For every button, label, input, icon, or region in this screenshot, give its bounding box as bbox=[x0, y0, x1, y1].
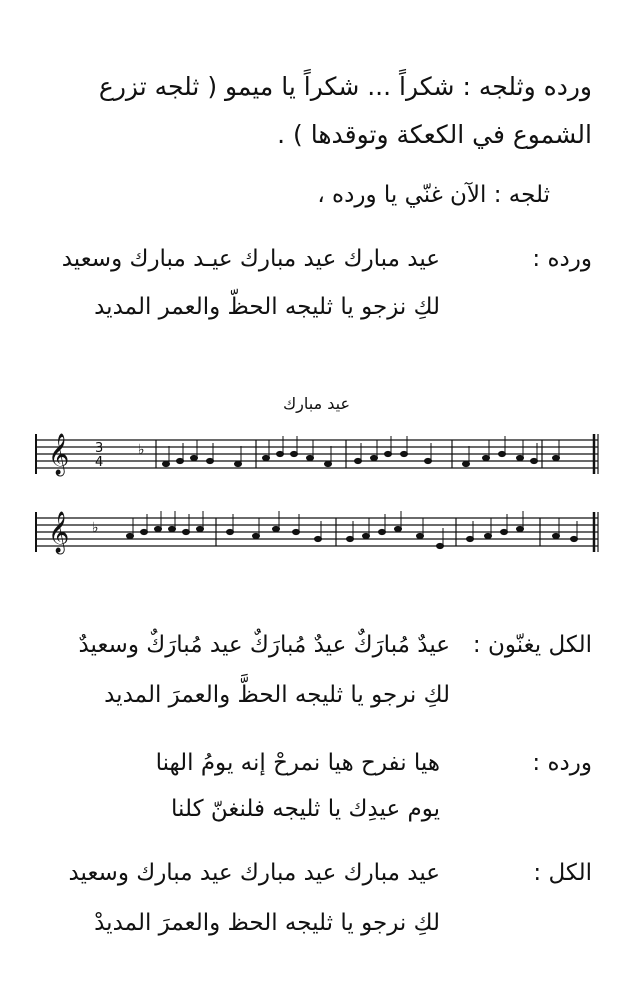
treble-clef-icon: 𝄞 bbox=[48, 512, 70, 553]
music-staff-2 bbox=[0, 498, 640, 568]
song-title: عيد مبارك bbox=[282, 394, 350, 413]
verse-3-line-2: يوم عيدِك يا ثليجه فلنغنّ كلنا bbox=[171, 796, 440, 822]
stage-direction-line-1: ورده وثلجه : شكراً ... شكراً يا ميمو ( ثلجه تزرع bbox=[98, 72, 592, 101]
verse-2-line-1: عيدٌ مُبارَكٌ عيدٌ مُبارَكٌ عيد مُبارَكٌ وسعيدٌ bbox=[78, 632, 450, 658]
verse-1-line-2: لكِ نزجو يا ثليجه الحظّ والعمر المديد bbox=[94, 294, 440, 320]
flat-sign-icon: ♭ bbox=[92, 520, 99, 536]
speaker-all: الكل : bbox=[533, 860, 592, 886]
verse-1-line-1: عيد مبارك عيد مبارك عيـد مبارك وسعيد bbox=[61, 246, 440, 272]
stage-direction-line-2: الشموع في الكعكة وتوقدها ) . bbox=[277, 120, 592, 149]
treble-clef-icon: 𝄞 bbox=[48, 434, 70, 475]
verse-4-line-2: لكِ نرجو يا ثليجه الحظ والعمرَ المديدْ bbox=[94, 910, 440, 936]
thalja-line: ثلجه : الآن غنّي يا ورده ، bbox=[317, 182, 550, 208]
verse-2-line-2: لكِ نرجو يا ثليجه الحظَّ والعمرَ المديد bbox=[104, 682, 450, 708]
verse-3-line-1: هيا نفرح هيا نمرحْ إنه يومُ الهنا bbox=[155, 750, 440, 776]
flat-sign-icon: ♭ bbox=[138, 442, 145, 458]
time-signature-bottom: 4 bbox=[95, 455, 104, 470]
time-signature-top: 3 bbox=[95, 441, 104, 456]
music-staff-1 bbox=[0, 420, 640, 490]
speaker-all-sing: الكل يغنّون : bbox=[472, 632, 592, 658]
verse-4-line-1: عيد مبارك عيد مبارك عيد مبارك وسعيد bbox=[68, 860, 440, 886]
speaker-warda-2: ورده : bbox=[532, 750, 592, 776]
speaker-warda-1: ورده : bbox=[532, 246, 592, 272]
